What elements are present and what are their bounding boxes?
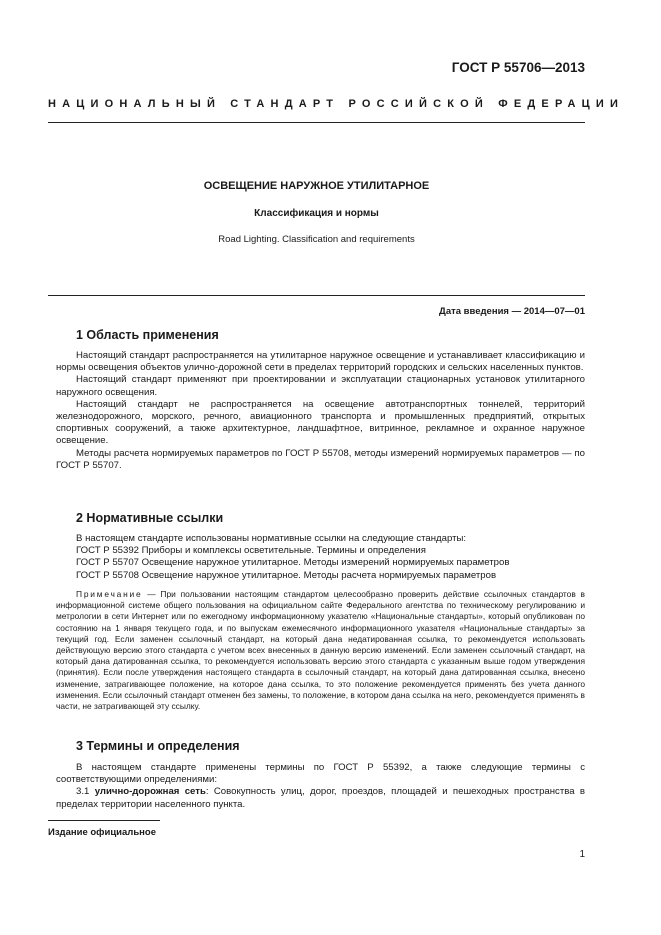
footer-divider (48, 820, 160, 821)
section-2-heading: 2 Нормативные ссылки (76, 511, 224, 525)
paragraph: В настоящем стандарте применены термины по ГОСТ Р 55392, а также следующие термины с соответствующими определениями: (56, 762, 585, 786)
document-number: ГОСТ Р 55706—2013 (451, 60, 585, 75)
reference-item: ГОСТ Р 55392 Приборы и комплексы осветительные. Термины и определения (76, 545, 426, 557)
paragraph: Настоящий стандарт распространяется на утилитарное наружное освещение и устанавливает классификацию и нормы освещения объектов улично-дорожной сети в пределах территорий городских и сельских населенных пунктов. (56, 350, 585, 374)
introduction-date: Дата введения — 2014—07—01 (439, 306, 585, 317)
top-divider (48, 122, 585, 123)
official-edition-label: Издание официальное (48, 827, 156, 838)
reference-item: ГОСТ Р 55707 Освещение наружное утилитарное. Методы измерений нормируемых параметров (76, 557, 510, 569)
document-title: ОСВЕЩЕНИЕ НАРУЖНОЕ УТИЛИТАРНОЕ (203, 180, 430, 192)
english-title: Road Lighting. Classification and requirements (218, 234, 415, 245)
paragraph: В настоящем стандарте использованы нормативные ссылки на следующие стандарты: (76, 533, 467, 544)
section-3-heading: 3 Термины и определения (76, 739, 240, 753)
term-name: улично-дорожная сеть (94, 786, 206, 798)
section-2-body (56, 533, 585, 582)
references-note (56, 589, 585, 712)
note-label: Примечание (76, 589, 143, 599)
document-subtitle: Классификация и нормы (254, 208, 379, 219)
national-standard-banner: НАЦИОНАЛЬНЫЙ СТАНДАРТ РОССИЙСКОЙ ФЕДЕРАЦИИ (48, 98, 625, 110)
title-divider (48, 295, 585, 296)
term-number: 3.1 (76, 786, 95, 798)
note-text: — При пользовании настоящим стандартом целесообразно проверить действие ссылочных стандартов в информационной системе общего пользования на официальном сайте Федерального агентства по техническому регулированию и метрологии в сети Интернет или по ежегодному информационному указателю «Национальные стандарты», который опубликован по состоянию на 1 января текущего года, и по выпускам ежемесячного информационного указателя «Национальные стандарты» за текущий год. Если заменен ссылочный стандарт, на который дана недатированная ссылка, то рекомендуется использовать действующую версию этого стандарта с учетом всех внесенных в данную версию изменений. Если заменен ссылочный стандарт, на который дана датированная ссылка, то рекомендуется использовать версию этого стандарта с указанным выше годом утверждения (принятия). Если после утверждения настоящего стандарта в ссылочный стандарт, на который дана датированная ссылка, внесено изменение, затрагивающее положение, на которое дана ссылка, то это положение рекомендуется применять без учета данного изменения. Если ссылочный стандарт отменен без замены, то положение, в котором дана ссылка на него, рекомендуется применять в части, не затрагивающей эту ссылку. (56, 589, 585, 712)
term-definition (56, 786, 585, 810)
paragraph: Методы расчета нормируемых параметров по ГОСТ Р 55708, методы измерений нормируемых параметров — по ГОСТ Р 55707. (56, 447, 585, 471)
section-1-body (56, 350, 585, 472)
paragraph: Настоящий стандарт применяют при проектировании и эксплуатации стационарных установок утилитарного наружного освещения. (56, 374, 585, 398)
section-1-heading: 1 Область применения (76, 328, 219, 342)
reference-item: ГОСТ Р 55708 Освещение наружное утилитарное. Методы расчета нормируемых параметров (76, 569, 497, 581)
section-3-body (56, 762, 585, 811)
paragraph: Настоящий стандарт не распространяется на освещение автотранспортных тоннелей, территорий железнодорожного, морского, речного, авиационного транспорта и промышленных предприятий, открытых спортивных сооружений, а также архитектурное, ландшафтное, витринное, рекламное и охранное наружное освещение. (56, 398, 585, 447)
term-text: : Совокупность улиц, дорог, проездов, площадей и пешеходных пространства в пределах территории населенного пункта. (56, 786, 585, 810)
page-number: 1 (579, 849, 585, 860)
